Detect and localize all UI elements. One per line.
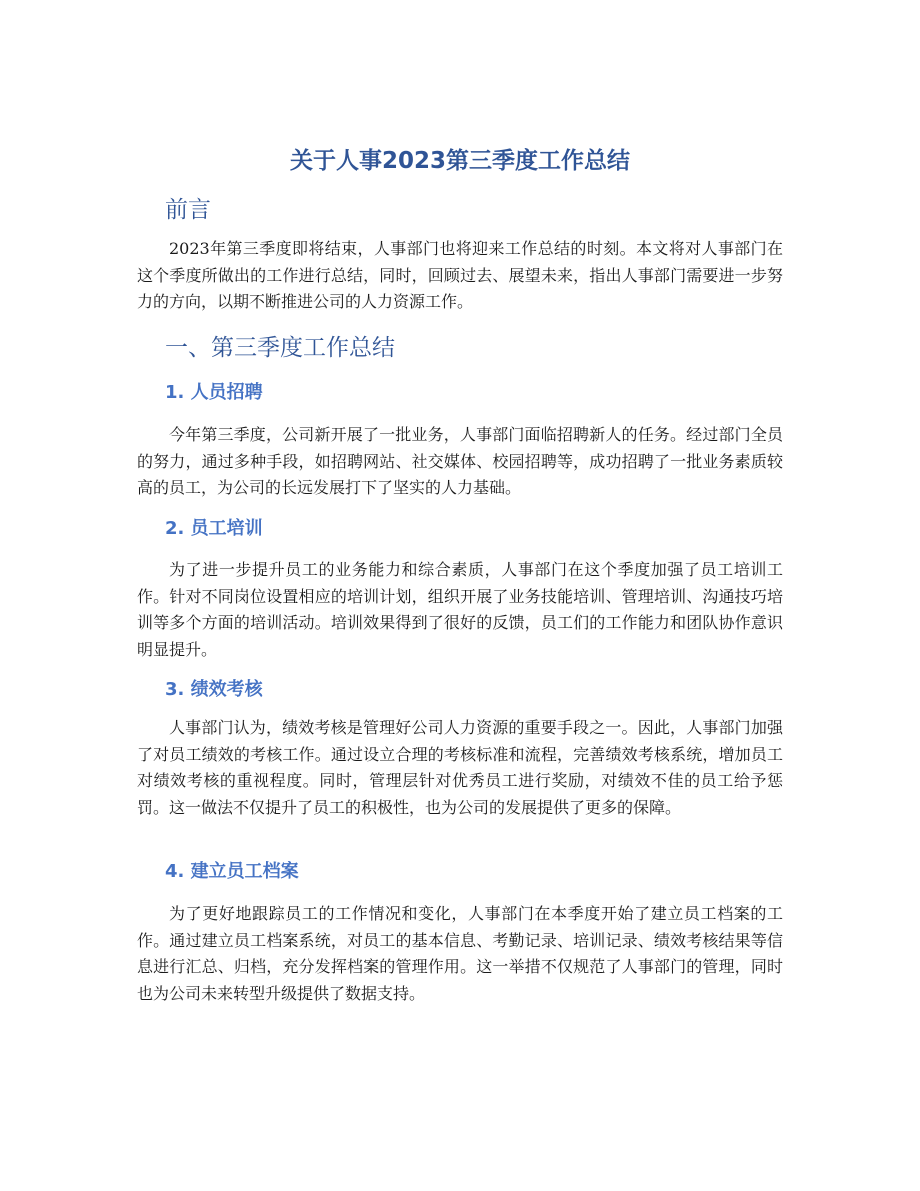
preface-heading: 前言	[165, 197, 211, 223]
paragraph-performance: 人事部门认为，绩效考核是管理好公司人力资源的重要手段之一。因此，人事部门加强了对员工绩效的考核工作。通过设立合理的考核标准和流程，完善绩效考核系统，增加员工对绩效考核的重视程度。同时，管理层针对优秀员工进行奖励，对绩效不佳的员工给予惩罚。这一做法不仅提升了员工的积极性，也为公司的发展提供了更多的保障。	[137, 718, 783, 818]
subheading-training: 2. 员工培训	[165, 518, 263, 539]
paragraph-employee-records: 为了更好地跟踪员工的工作情况和变化，人事部门在本季度开始了建立员工档案的工作。通过建立员工档案系统，对员工的基本信息、考勤记录、培训记录、绩效考核结果等信息进行汇总、归档，充分发挥档案的管理作用。这一举措不仅规范了人事部门的管理，同时也为公司未来转型升级提供了数据支持。	[137, 904, 783, 1004]
subheading-performance: 3. 绩效考核	[165, 679, 263, 700]
paragraph-recruitment: 今年第三季度，公司新开展了一批业务，人事部门面临招聘新人的任务。经过部门全员的努力，通过多种手段，如招聘网站、社交媒体、校园招聘等，成功招聘了一批业务素质较高的员工，为公司的长远发展打下了坚实的人力基础。	[137, 425, 783, 498]
paragraph-training: 为了进一步提升员工的业务能力和综合素质，人事部门在这个季度加强了员工培训工作。针对不同岗位设置相应的培训计划，组织开展了业务技能培训、管理培训、沟通技巧培训等多个方面的培训活动。培训效果得到了很好的反馈，员工们的工作能力和团队协作意识明显提升。	[137, 560, 783, 660]
preface-paragraph: 2023年第三季度即将结束，人事部门也将迎来工作总结的时刻。本文将对人事部门在这个季度所做出的工作进行总结，同时，回顾过去、展望未来，指出人事部门需要进一步努力的方向，以期不断推进公司的人力资源工作。	[137, 239, 783, 312]
subheading-recruitment: 1. 人员招聘	[165, 382, 263, 403]
document-title: 关于人事2023第三季度工作总结	[289, 148, 630, 174]
subheading-employee-records: 4. 建立员工档案	[165, 861, 299, 882]
section-heading-summary: 一、第三季度工作总结	[165, 335, 395, 361]
